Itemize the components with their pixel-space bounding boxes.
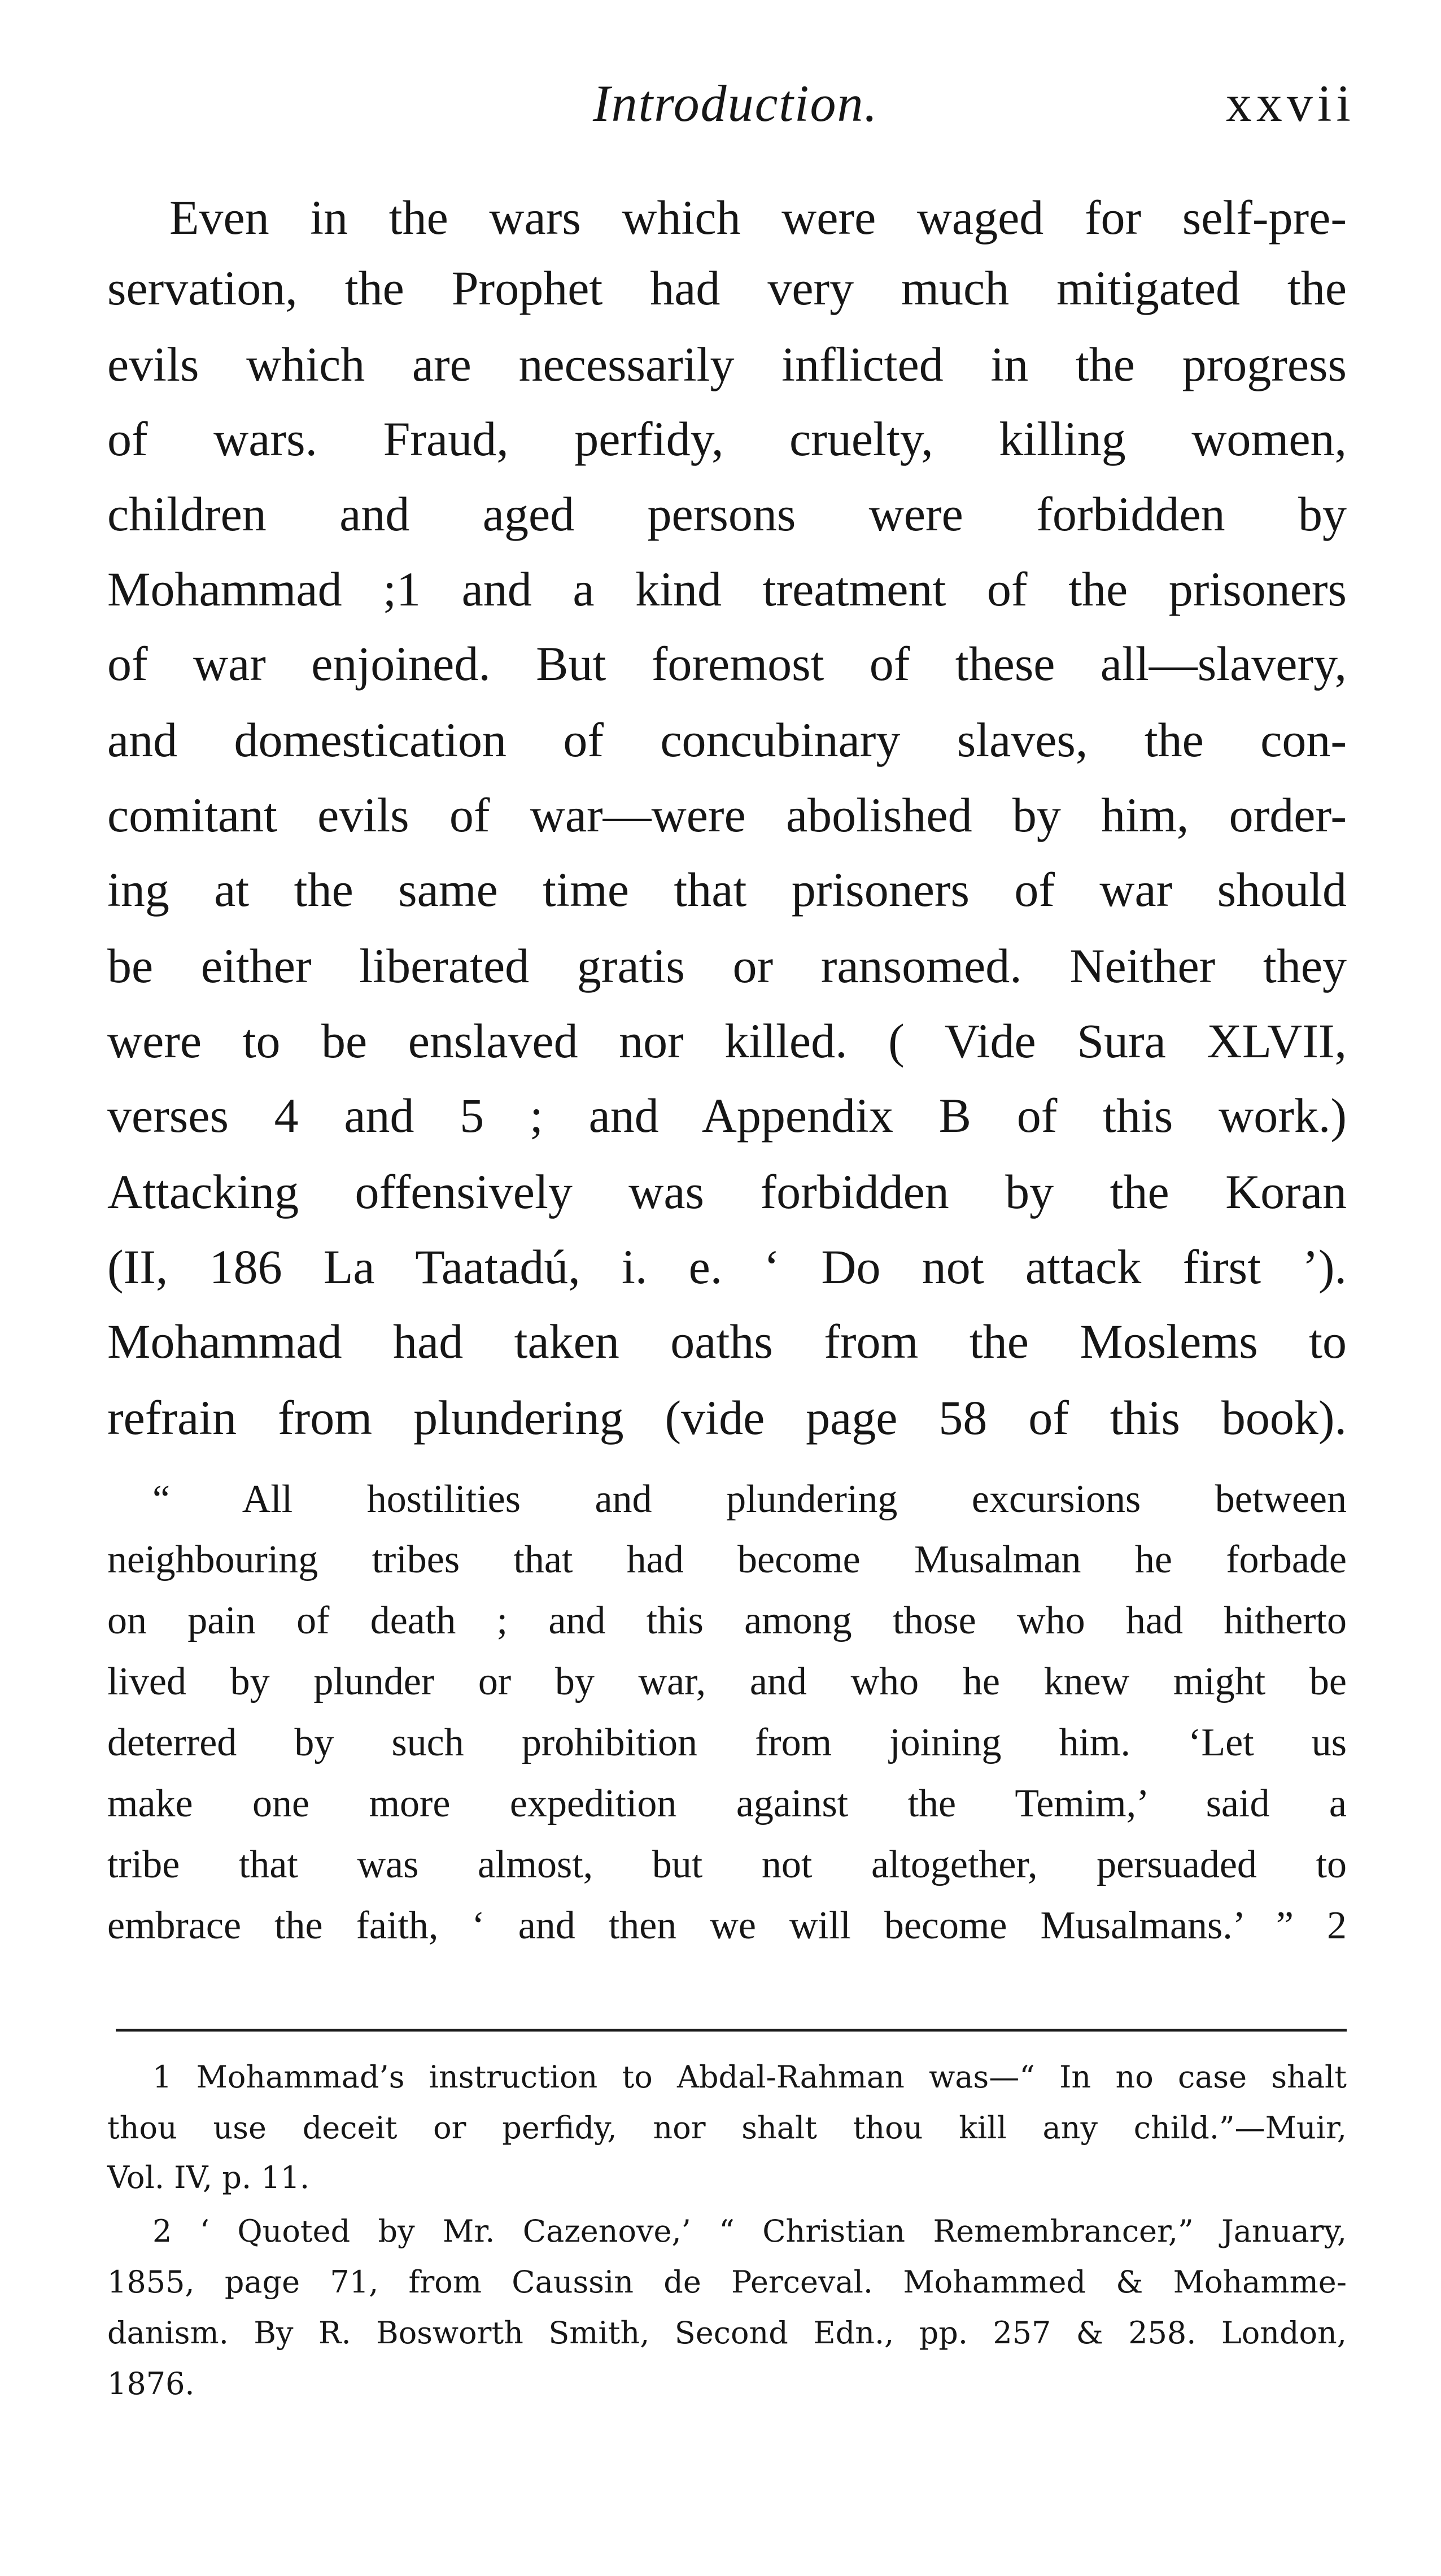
footnote-line: Vol. IV, p. 11. <box>107 2160 310 2195</box>
footnote-line: danism. By R. Bosworth Smith, Second Edn., pp. 257 & 258. London, <box>107 2315 1347 2351</box>
quote-line: tribe that was almost, but not altogether, persuaded to <box>107 1843 1347 1886</box>
footnote-rule <box>116 2029 1347 2032</box>
running-head <box>593 73 1355 147</box>
footnote-line: 2 ‘ Quoted by Mr. Cazenove,’ “ Christian Remembrancer,” January, <box>152 2213 1347 2249</box>
quote-line: make one more expedition against the Temim,’ said a <box>107 1782 1347 1825</box>
page-number: xxvii <box>1225 75 1355 132</box>
body-line: and domestication of concubinary slaves, the con- <box>107 713 1347 767</box>
quote-line: “ All hostilities and plundering excursions between <box>152 1477 1347 1521</box>
quote-line: on pain of death ; and this among those who had hitherto <box>107 1599 1347 1642</box>
body-line: Mohammad ;1 and a kind treatment of the prisoners <box>107 562 1347 616</box>
quote-line: neighbouring tribes that had become Musalman he forbade <box>107 1538 1347 1581</box>
body-line: verses 4 and 5 ; and Appendix B of this work.) <box>107 1088 1347 1143</box>
footnote-line: 1 Mohammad’s instruction to Abdal-Rahman was—“ In no case shalt <box>152 2059 1347 2095</box>
footnote-line: 1876. <box>107 2366 195 2401</box>
body-line: refrain from plundering (vide page 58 of this book). <box>107 1391 1347 1445</box>
quote-line: lived by plunder or by war, and who he knew might be <box>107 1660 1347 1703</box>
body-line: be either liberated gratis or ransomed. Neither they <box>107 939 1347 993</box>
body-line: evils which are necessarily inflicted in the progress <box>107 337 1347 391</box>
body-line: children and aged persons were forbidden by <box>107 487 1347 541</box>
body-line: of war enjoined. But foremost of these all—slavery, <box>107 637 1347 691</box>
footnote-line: thou use deceit or perfidy, nor shalt thou kill any child.”—Muir, <box>107 2110 1347 2146</box>
body-line: Even in the wars which were waged for self-pre- <box>169 190 1347 245</box>
body-line: servation, the Prophet had very much mitigated the <box>107 261 1347 315</box>
footnote-line: 1855, page 71, from Caussin de Perceval. Mohammed & Mohamme- <box>107 2264 1347 2300</box>
quote-line: deterred by such prohibition from joining him. ‘Let us <box>107 1721 1347 1764</box>
body-line: of wars. Fraud, perfidy, cruelty, killing women, <box>107 412 1347 466</box>
body-line: Attacking offensively was forbidden by the Koran <box>107 1165 1347 1219</box>
quote-line: embrace the faith, ‘ and then we will become Musalmans.’ ” 2 <box>107 1904 1347 1947</box>
body-line: ing at the same time that prisoners of war should <box>107 862 1347 917</box>
running-head-title: Introduction. <box>593 75 879 132</box>
body-line: (II, 186 La Taatadú, i. e. ‘ Do not attack first ’). <box>107 1240 1347 1294</box>
body-line: comitant evils of war—were abolished by him, order- <box>107 788 1347 842</box>
body-line: Mohammad had taken oaths from the Moslems to <box>107 1314 1347 1368</box>
body-line: were to be enslaved nor killed. ( Vide Sura XLVII, <box>107 1014 1347 1068</box>
